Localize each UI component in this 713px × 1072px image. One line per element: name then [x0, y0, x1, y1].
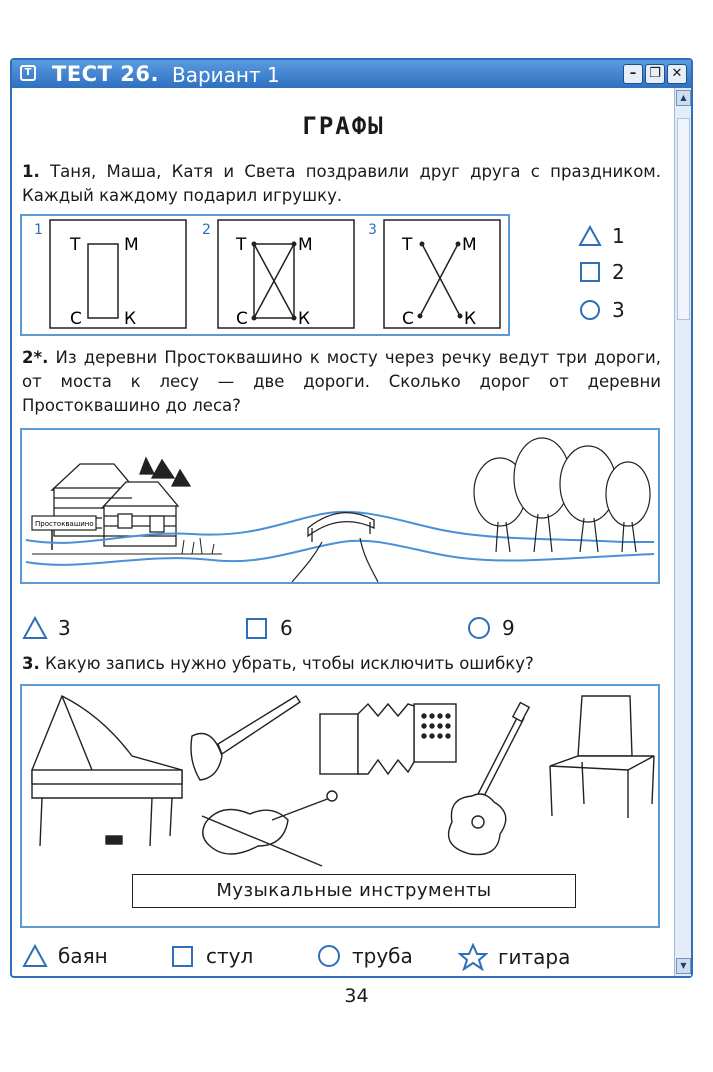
triangle-icon: [22, 616, 48, 640]
violin-icon: [202, 791, 337, 866]
page-number: 34: [344, 985, 369, 1007]
guitar-icon: [449, 703, 530, 855]
question-3-text: Какую запись нужно убрать, чтобы исключить ошибку?: [45, 654, 534, 673]
graphs-frame: [20, 214, 510, 336]
trumpet-icon: [191, 696, 300, 780]
q1-option-circle[interactable]: [578, 298, 625, 322]
q1-option-2-label: 2: [612, 260, 625, 284]
q2-option-square[interactable]: [244, 616, 293, 640]
q2-option-circle[interactable]: [466, 616, 515, 640]
q3-option-circle[interactable]: [316, 944, 413, 968]
graphs-drawing: [22, 216, 508, 334]
q1-option-1-label: 1: [612, 224, 625, 248]
graph-3-edges: [420, 244, 460, 316]
q3-option-triangle[interactable]: [22, 944, 108, 968]
triangle-icon: [578, 225, 602, 247]
question-3-number: 3: [22, 654, 34, 673]
q2-option-2-label: 6: [280, 616, 293, 640]
square-icon: [170, 944, 196, 968]
question-1-text: Таня, Маша, Катя и Света поздравили друг друга с праздником. Каждый каждому подарил игрушку.: [22, 162, 661, 205]
minimize-icon[interactable]: –: [623, 64, 643, 84]
instruments-frame: [20, 684, 660, 928]
q3-option-star[interactable]: [458, 943, 570, 971]
graph-3-index: 3: [368, 222, 377, 238]
title-bar: [12, 60, 691, 88]
question-1: 1. Таня, Маша, Катя и Света поздравили друг друга с праздником. Каждый каждому подарил игрушку.: [22, 162, 661, 205]
window-title: ТЕСТ 26.: [52, 62, 159, 86]
star-icon: [458, 943, 488, 971]
graph-3-label-k: К: [464, 309, 477, 329]
graph-2-label-k: К: [298, 309, 311, 329]
question-2-text: Из деревни Простоквашино к мосту через речку ведут три дороги, от моста к лесу — две дороги. Сколько дорог от деревни Простоквашино до леса?: [22, 348, 662, 415]
q3-option-4-label: гитара: [498, 945, 571, 969]
grand-piano-icon: [32, 696, 182, 846]
close-icon[interactable]: ✕: [667, 64, 687, 84]
graph-3-label-c: С: [402, 309, 414, 329]
question-2: 2*. Из деревни Простоквашино к мосту через речку ведут три дороги, от моста к лесу — две дороги. Сколько дорог от деревни Простоквашино до леса?: [22, 348, 662, 415]
test-window: [10, 58, 693, 978]
page-title: ГРАФЫ: [302, 112, 385, 140]
category-label: Музыкальные инструменты: [132, 874, 576, 908]
scroll-thumb[interactable]: [677, 118, 690, 320]
circle-icon: [316, 944, 342, 968]
q2-option-3-label: 9: [502, 616, 515, 640]
circle-icon: [578, 299, 602, 321]
graph-2-edges: [254, 244, 294, 318]
square-icon: [578, 261, 602, 283]
forest-icon: [474, 438, 650, 552]
content-area: [12, 88, 675, 976]
graph-1-label-m: М: [124, 235, 139, 255]
question-1-number: 1: [22, 162, 34, 181]
graph-1-label-k: К: [124, 309, 137, 329]
graph-1-edges: [88, 244, 118, 318]
village-picture-frame: [20, 428, 660, 584]
vertical-scrollbar[interactable]: [674, 88, 691, 976]
q3-option-1-label: баян: [58, 944, 108, 968]
q3-option-3-label: труба: [352, 944, 413, 968]
graph-2-label-m: М: [298, 235, 313, 255]
graph-3-label-m: М: [462, 235, 477, 255]
scroll-up-icon[interactable]: ▲: [676, 90, 691, 106]
question-3: 3. Какую запись нужно убрать, чтобы исключить ошибку?: [22, 654, 534, 673]
scroll-down-icon[interactable]: ▼: [676, 958, 691, 974]
village-sign-text: Простоквашино: [35, 520, 94, 528]
q2-option-1-label: 3: [58, 616, 71, 640]
question-2-number: 2*: [22, 348, 43, 367]
instruments-illustration: [22, 686, 658, 872]
q2-option-triangle[interactable]: [22, 616, 71, 640]
bridge-icon: [308, 513, 374, 542]
graph-1-index: 1: [34, 222, 43, 238]
graph-2-index: 2: [202, 222, 211, 238]
q3-option-square[interactable]: [170, 944, 253, 968]
triangle-icon: [22, 944, 48, 968]
window-subtitle: Вариант 1: [172, 63, 280, 87]
graph-1-label-t: Т: [70, 235, 81, 255]
square-icon: [244, 616, 270, 640]
graph-1-label-c: С: [70, 309, 82, 329]
road-icon: [292, 538, 378, 582]
window-app-icon: T: [20, 65, 36, 81]
q3-option-2-label: стул: [206, 944, 254, 968]
q1-option-3-label: 3: [612, 298, 625, 322]
q1-option-triangle[interactable]: [578, 224, 625, 248]
graph-2-label-t: Т: [236, 235, 247, 255]
graph-3-label-t: Т: [402, 235, 413, 255]
circle-icon: [466, 616, 492, 640]
graph-2-label-c: С: [236, 309, 248, 329]
restore-icon[interactable]: ❐: [645, 64, 665, 84]
q1-option-square[interactable]: [578, 260, 625, 284]
chair-icon: [550, 696, 654, 818]
accordion-icon: [320, 704, 456, 774]
village-river-forest-illustration: [22, 430, 658, 582]
